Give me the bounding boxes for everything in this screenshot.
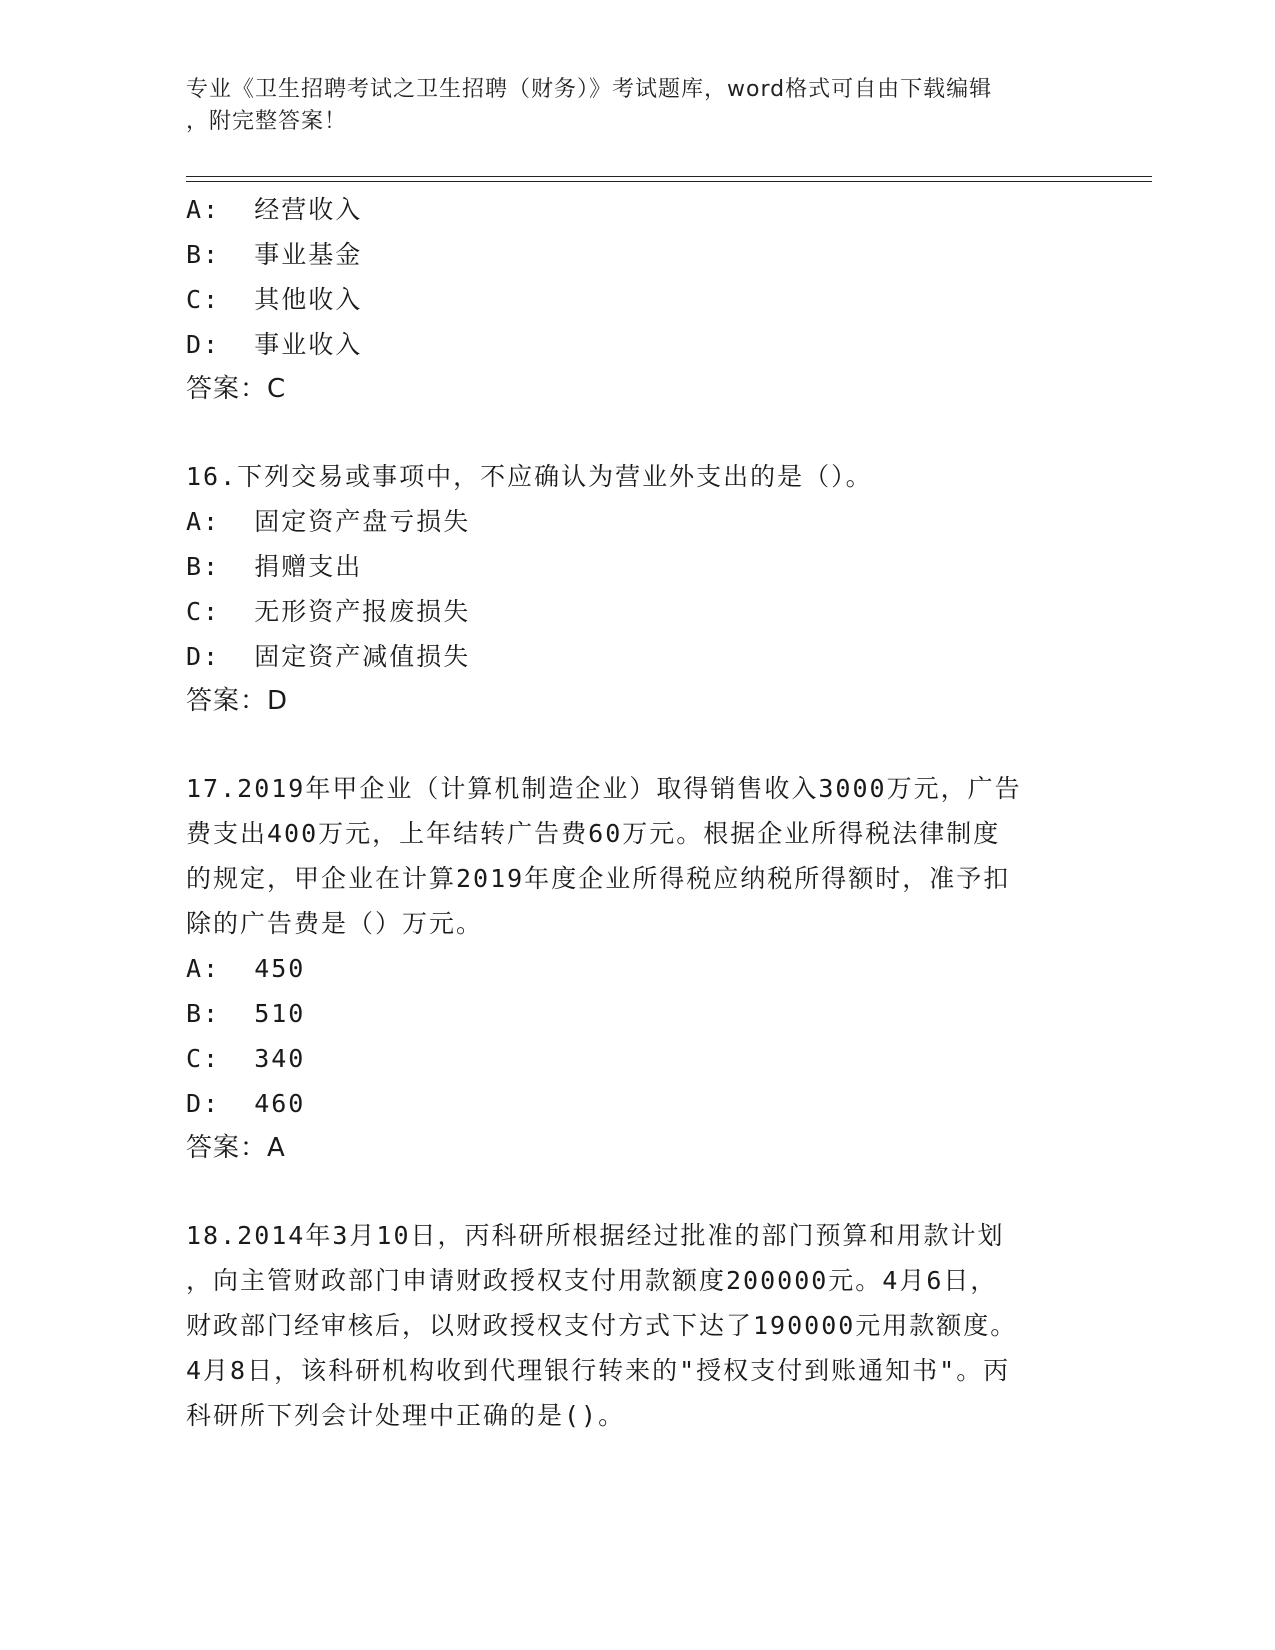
option-d: D: 固定资产减值损失 [186, 642, 471, 671]
option-d: D: 事业收入 [186, 330, 363, 359]
question-stem-line: 科研所下列会计处理中正确的是()。 [186, 1401, 626, 1430]
answer-label: 答案：D [186, 686, 289, 716]
option-d: D: 460 [186, 1089, 306, 1118]
question-stem-line: 除的广告费是（）万元。 [186, 909, 484, 938]
option-a: A: 固定资产盘亏损失 [186, 507, 471, 536]
answer-label: 答案：C [186, 374, 287, 404]
question-18 [186, 1213, 1086, 1438]
question-stem-line: 17.2019年甲企业（计算机制造企业）取得销售收入3000万元，广告 [186, 774, 1022, 803]
question-spacer [186, 724, 1086, 766]
question-stem-line: 4月8日，该科研机构收到代理银行转来的"授权支付到账通知书"。丙 [186, 1356, 1011, 1385]
option-c: C: 340 [186, 1044, 306, 1073]
question-stem-line: 18.2014年3月10日，丙科研所根据经过批准的部门预算和用款计划 [186, 1221, 1005, 1250]
option-c: C: 无形资产报废损失 [186, 597, 471, 626]
question-17 [186, 766, 1086, 1171]
option-b: B: 510 [186, 999, 306, 1028]
document-header [186, 74, 1066, 138]
question-spacer [186, 412, 1086, 454]
question-stem-line: 财政部门经审核后，以财政授权支付方式下达了190000元用款额度。 [186, 1311, 1018, 1340]
answer-label: 答案：A [186, 1133, 286, 1163]
header-divider-bottom [186, 181, 1152, 182]
question-16 [186, 454, 1086, 724]
question-spacer [186, 1171, 1086, 1213]
option-a: A: 经营收入 [186, 195, 363, 224]
question-stem-line: 费支出400万元，上年结转广告费60万元。根据企业所得税法律制度 [186, 819, 1001, 848]
question-15 [186, 187, 1086, 412]
question-stem-line: 的规定，甲企业在计算2019年度企业所得税应纳税所得额时，准予扣 [186, 864, 1011, 893]
question-stem: 16.下列交易或事项中，不应确认为营业外支出的是（）。 [186, 462, 873, 491]
header-divider-top [186, 176, 1152, 177]
header-line-2: ，附完整答案！ [186, 109, 348, 134]
option-b: B: 事业基金 [186, 240, 363, 269]
question-list [186, 187, 1086, 1438]
option-a: A: 450 [186, 954, 306, 983]
option-c: C: 其他收入 [186, 285, 363, 314]
question-stem-line: ，向主管财政部门申请财政授权支付用款额度200000元。4月6日， [186, 1266, 998, 1295]
header-line-1: 专业《卫生招聘考试之卫生招聘（财务）》考试题库，word格式可自由下载编辑 [186, 77, 993, 102]
option-b: B: 捐赠支出 [186, 552, 363, 581]
